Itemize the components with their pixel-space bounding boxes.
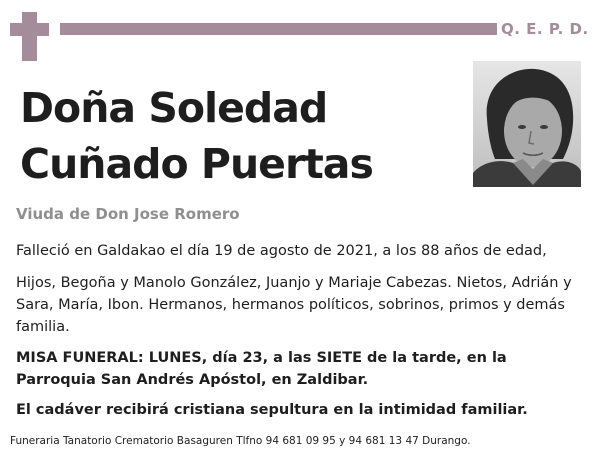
- header-rule: [60, 23, 497, 35]
- name-line-1: Doña Soledad: [20, 84, 328, 132]
- name-line-2: Cuñado Puertas: [20, 140, 373, 188]
- portrait-image: [473, 61, 581, 187]
- portrait-photo: [473, 61, 581, 187]
- death-notice-text: Falleció en Galdakao el día 19 de agosto de 2021, a los 88 años de edad,: [16, 243, 547, 259]
- cross-vertical-bar: [22, 12, 37, 61]
- funeral-home-footer: Funeraria Tanatorio Crematorio Basaguren Tlfno 94 681 09 95 y 94 681 13 47 Durango.: [10, 435, 471, 447]
- deceased-name: [20, 80, 470, 192]
- family-text: Hijos, Begoña y Manolo González, Juanjo y Mariaje Cabezas. Nietos, Adrián y Sara, María, Ibon. Hermanos, hermanos políticos, sobrinos, primos y demás familia.: [16, 275, 572, 335]
- burial-text: El cadáver recibirá cristiana sepultura en la intimidad familiar.: [16, 402, 528, 418]
- qepd-label: Q. E. P. D.: [501, 20, 589, 38]
- cross-horizontal-bar: [10, 23, 49, 36]
- widow-subtitle: Viuda de Don Jose Romero: [16, 205, 240, 223]
- funeral-mass-text: MISA FUNERAL: LUNES, día 23, a las SIETE de la tarde, en la Parroquia San Andrés Apóstol, en Zaldibar.: [16, 350, 507, 388]
